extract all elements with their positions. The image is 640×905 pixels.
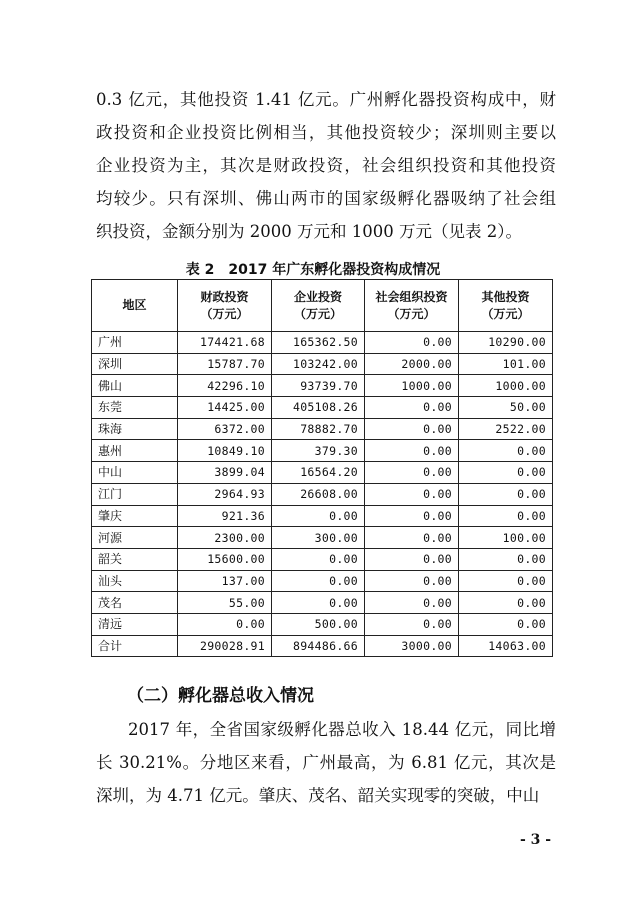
region-cell: 茂名 <box>92 592 178 614</box>
value-cell: 0.00 <box>365 397 459 419</box>
value-cell: 2964.93 <box>178 483 272 505</box>
value-cell: 10290.00 <box>459 332 553 354</box>
value-cell: 500.00 <box>272 613 365 635</box>
region-cell: 珠海 <box>92 418 178 440</box>
value-cell: 0.00 <box>365 462 459 484</box>
value-cell: 0.00 <box>365 418 459 440</box>
value-cell: 0.00 <box>459 592 553 614</box>
value-cell: 14425.00 <box>178 397 272 419</box>
value-cell: 0.00 <box>272 570 365 592</box>
value-cell: 0.00 <box>272 592 365 614</box>
table-body <box>92 332 553 657</box>
value-cell: 1000.00 <box>459 375 553 397</box>
value-cell: 0.00 <box>459 440 553 462</box>
value-cell: 0.00 <box>365 440 459 462</box>
value-cell: 0.00 <box>365 592 459 614</box>
table-row <box>92 353 553 375</box>
table-row <box>92 548 553 570</box>
value-cell: 921.36 <box>178 505 272 527</box>
value-cell: 14063.00 <box>459 635 553 657</box>
text-line: 2017 年，全省国家级孵化器总收入 18.44 亿元，同比增 <box>128 720 556 739</box>
table-row <box>92 375 553 397</box>
value-cell: 137.00 <box>178 570 272 592</box>
region-cell: 合计 <box>92 635 178 657</box>
value-cell: 2000.00 <box>365 353 459 375</box>
value-cell: 894486.66 <box>272 635 365 657</box>
value-cell: 0.00 <box>365 613 459 635</box>
value-cell: 0.00 <box>459 483 553 505</box>
value-cell: 0.00 <box>459 462 553 484</box>
region-cell: 韶关 <box>92 548 178 570</box>
value-cell: 0.00 <box>272 548 365 570</box>
value-cell: 0.00 <box>365 332 459 354</box>
table-row <box>92 418 553 440</box>
value-cell: 6372.00 <box>178 418 272 440</box>
text-line: 深圳，为 4.71 亿元。肇庆、茂名、韶关实现零的突破，中山 <box>96 786 540 805</box>
page-number: - 3 - <box>520 832 552 848</box>
value-cell: 0.00 <box>365 505 459 527</box>
value-cell: 0.00 <box>459 570 553 592</box>
total-row <box>92 635 553 657</box>
region-cell: 清远 <box>92 613 178 635</box>
table-header-row <box>92 280 553 332</box>
section-heading: （二）孵化器总收入情况 <box>127 686 314 706</box>
column-header-unit: （万元） <box>481 306 530 321</box>
value-cell: 100.00 <box>459 527 553 549</box>
table-number: 表 2 <box>185 262 215 278</box>
value-cell: 101.00 <box>459 353 553 375</box>
value-cell: 0.00 <box>459 613 553 635</box>
region-cell: 惠州 <box>92 440 178 462</box>
value-cell: 0.00 <box>365 570 459 592</box>
table-row <box>92 332 553 354</box>
value-cell: 0.00 <box>365 483 459 505</box>
column-header-unit: （万元） <box>387 306 436 321</box>
column-header <box>92 280 178 332</box>
column-header-label: 财政投资 <box>200 289 249 304</box>
value-cell: 300.00 <box>272 527 365 549</box>
value-cell: 15787.70 <box>178 353 272 375</box>
value-cell: 3899.04 <box>178 462 272 484</box>
value-cell: 379.30 <box>272 440 365 462</box>
column-header <box>459 280 553 332</box>
region-cell: 肇庆 <box>92 505 178 527</box>
value-cell: 16564.20 <box>272 462 365 484</box>
value-cell: 42296.10 <box>178 375 272 397</box>
text-line: 企业投资为主，其次是财政投资，社会组织投资和其他投资 <box>96 156 556 175</box>
region-cell: 中山 <box>92 462 178 484</box>
value-cell: 174421.68 <box>178 332 272 354</box>
value-cell: 0.00 <box>459 548 553 570</box>
value-cell: 15600.00 <box>178 548 272 570</box>
region-cell: 江门 <box>92 483 178 505</box>
value-cell: 0.00 <box>178 613 272 635</box>
column-header-label: 社会组织投资 <box>375 289 448 304</box>
table-row <box>92 592 553 614</box>
text-line: 织投资，金额分别为 2000 万元和 1000 万元（见表 2）。 <box>96 222 522 241</box>
region-cell: 广州 <box>92 332 178 354</box>
table-row <box>92 570 553 592</box>
value-cell: 26608.00 <box>272 483 365 505</box>
text-line: 均较少。只有深圳、佛山两市的国家级孵化器吸纳了社会组 <box>96 189 556 208</box>
table-row <box>92 397 553 419</box>
value-cell: 103242.00 <box>272 353 365 375</box>
region-cell: 深圳 <box>92 353 178 375</box>
value-cell: 405108.26 <box>272 397 365 419</box>
value-cell: 0.00 <box>459 505 553 527</box>
table-row <box>92 527 553 549</box>
value-cell: 93739.70 <box>272 375 365 397</box>
column-header-unit: （万元） <box>293 306 342 321</box>
value-cell: 1000.00 <box>365 375 459 397</box>
value-cell: 0.00 <box>365 548 459 570</box>
body-paragraph <box>96 713 556 812</box>
value-cell: 0.00 <box>272 505 365 527</box>
table-title: 2017 年广东孵化器投资构成情况 <box>228 262 441 278</box>
text-line: 长 30.21%。分地区来看，广州最高，为 6.81 亿元，其次是 <box>96 753 556 772</box>
table-row <box>92 613 553 635</box>
value-cell: 55.00 <box>178 592 272 614</box>
column-header-label: 企业投资 <box>293 289 342 304</box>
column-header <box>365 280 459 332</box>
value-cell: 10849.10 <box>178 440 272 462</box>
value-cell: 2522.00 <box>459 418 553 440</box>
value-cell: 2300.00 <box>178 527 272 549</box>
value-cell: 290028.91 <box>178 635 272 657</box>
value-cell: 0.00 <box>365 527 459 549</box>
column-header <box>272 280 365 332</box>
column-header <box>178 280 272 332</box>
table-row <box>92 505 553 527</box>
investment-table <box>91 279 553 657</box>
region-cell: 东莞 <box>92 397 178 419</box>
region-cell: 佛山 <box>92 375 178 397</box>
value-cell: 50.00 <box>459 397 553 419</box>
value-cell: 78882.70 <box>272 418 365 440</box>
region-cell: 汕头 <box>92 570 178 592</box>
region-cell: 河源 <box>92 527 178 549</box>
table-row <box>92 462 553 484</box>
table-row <box>92 483 553 505</box>
column-header-unit: （万元） <box>200 306 249 321</box>
table-caption <box>0 259 640 279</box>
column-header-label: 地区 <box>122 298 147 312</box>
value-cell: 3000.00 <box>365 635 459 657</box>
text-line: 0.3 亿元，其他投资 1.41 亿元。广州孵化器投资构成中，财 <box>96 90 556 109</box>
value-cell: 165362.50 <box>272 332 365 354</box>
table-row <box>92 440 553 462</box>
text-line: 政投资和企业投资比例相当，其他投资较少；深圳则主要以 <box>96 123 556 142</box>
column-header-label: 其他投资 <box>481 289 530 304</box>
intro-paragraph <box>96 83 556 248</box>
